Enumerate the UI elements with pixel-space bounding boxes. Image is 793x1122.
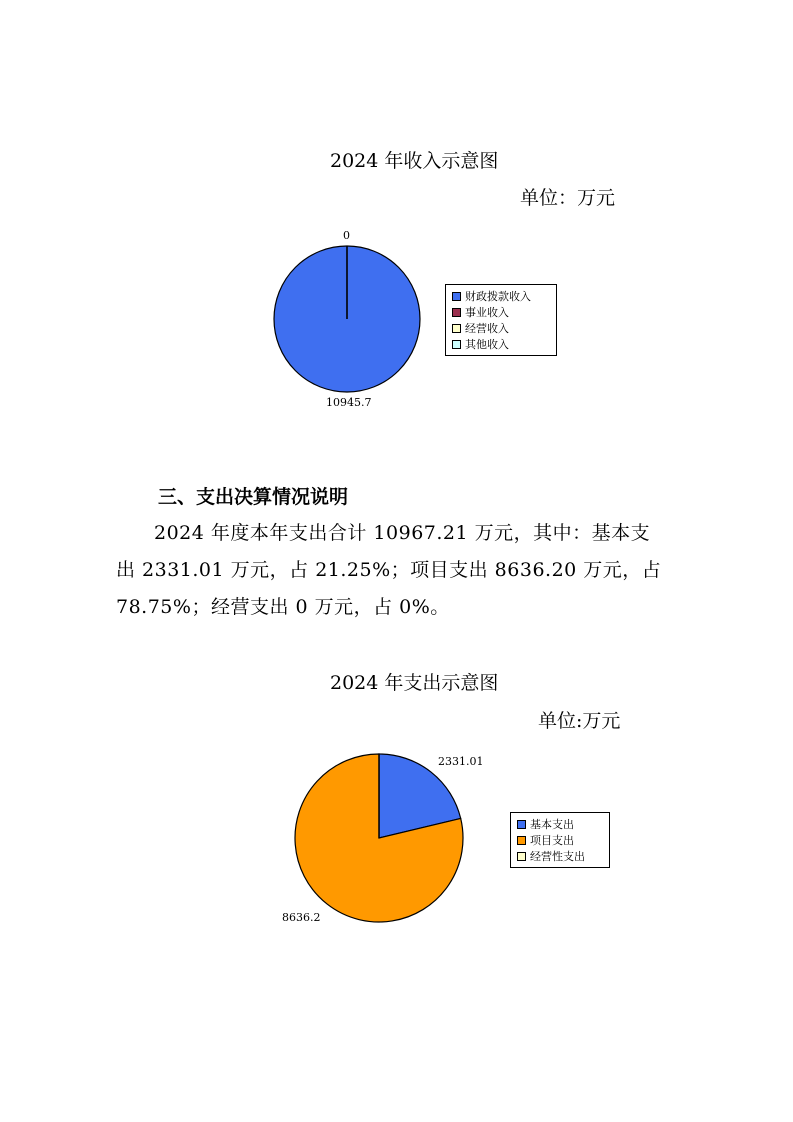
income-pie-chart <box>267 240 427 400</box>
legend-label: 财政拨款收入 <box>465 290 531 303</box>
legend-item <box>517 832 603 848</box>
legend-item <box>452 288 550 304</box>
legend-label: 事业收入 <box>465 306 509 319</box>
income-chart-title: 2024 年收入示意图 <box>330 150 499 172</box>
expense-legend <box>510 812 610 868</box>
legend-label: 其他收入 <box>465 338 509 351</box>
legend-label: 经营性支出 <box>530 850 585 863</box>
legend-item <box>452 336 550 352</box>
legend-swatch <box>452 292 461 301</box>
income-chart-unit: 单位：万元 <box>520 187 616 209</box>
legend-item <box>452 320 550 336</box>
expense-chart-title: 2024 年支出示意图 <box>330 672 499 694</box>
income-legend <box>445 284 557 356</box>
legend-swatch <box>517 852 526 861</box>
paragraph-line: 2024 年度本年支出合计 10967.21 万元，其中：基本支 <box>154 522 651 544</box>
legend-label: 基本支出 <box>530 818 574 831</box>
legend-label: 项目支出 <box>530 834 574 847</box>
paragraph-line: 78.75%；经营支出 0 万元，占 0%。 <box>116 596 450 618</box>
legend-swatch <box>452 308 461 317</box>
expense-data-label-project: 8636.2 <box>282 911 321 924</box>
expense-pie-chart <box>289 748 469 928</box>
legend-item <box>452 304 550 320</box>
income-data-label-other: 0 <box>343 229 350 242</box>
expense-chart-unit: 单位:万元 <box>538 710 621 732</box>
legend-label: 经营收入 <box>465 322 509 335</box>
legend-swatch <box>517 820 526 829</box>
legend-swatch <box>517 836 526 845</box>
income-data-label-fiscal: 10945.7 <box>326 396 372 409</box>
legend-item <box>517 816 603 832</box>
legend-swatch <box>452 324 461 333</box>
expense-data-label-basic: 2331.01 <box>438 755 484 768</box>
legend-swatch <box>452 340 461 349</box>
paragraph-line: 出 2331.01 万元，占 21.25%；项目支出 8636.20 万元，占 <box>116 559 662 581</box>
legend-item <box>517 848 603 864</box>
section-heading: 三、支出决算情况说明 <box>158 486 349 508</box>
